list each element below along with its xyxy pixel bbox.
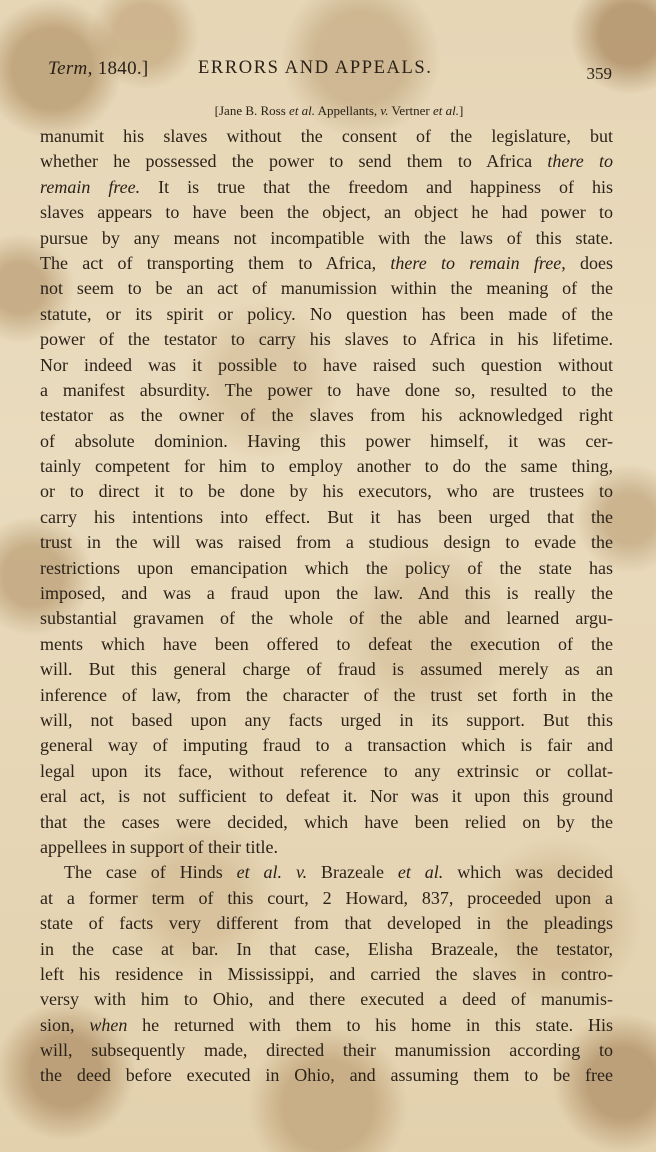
italic-text: et al. [397,862,444,883]
text-segment: state of facts very different from that developed in the pleadings [40,913,613,934]
text-segment: general way of imputing fraud to a transaction which is fair and [40,735,613,756]
text-segment: slaves appears to have been the object, an object he had power to [40,202,613,223]
text-segment: at a former term of this court, 2 Howard, 837, proceeded upon a [40,887,613,908]
text-segment: whether he possessed the power to send them to Africa [40,151,548,172]
text-line [40,708,613,733]
text-segment: appellees in support of their title. [40,836,278,857]
text-line [40,479,613,504]
text-line [40,759,613,784]
text-line [40,251,613,276]
text-segment: will, not based upon any facts urged in its support. But this [40,709,613,730]
text-segment: the deed before executed in Ohio, and assuming them to be free [40,1065,613,1086]
text-segment: Brazeale [307,862,398,883]
text-line [40,276,613,301]
text-line [40,530,613,555]
text-line [40,784,613,809]
text-segment: will. But this general charge of fraud is assumed merely as an [40,659,613,680]
text-segment: pursue by any means not incompatible with the laws of this state. [40,227,613,248]
text-line [40,505,613,530]
text-segment: inference of law, from the character of the trust set forth in the [40,684,613,705]
text-segment: sion, [40,1014,90,1035]
text-segment: which was decided [443,862,613,883]
term-label: Term, [48,58,93,79]
text-segment: versy with him to Ohio, and there executed a deed of manumis- [40,989,613,1010]
term-year: 1840.] [97,58,149,79]
text-line [40,1013,613,1038]
case-caption: [Jane B. Ross et al. Appellants, v. Vertner et al.] [214,103,464,118]
italic-text: remain free. [40,176,141,197]
text-line [40,454,613,479]
text-line [40,657,613,682]
text-line [40,124,613,149]
text-line [40,733,613,758]
text-line [40,962,613,987]
text-line [40,1063,613,1088]
text-line [40,200,613,225]
text-line [40,683,613,708]
italic-text: when [89,1014,128,1035]
text-line [40,937,613,962]
text-line [40,556,613,581]
text-segment: legal upon its face, without reference to any extrinsic or collat- [40,760,613,781]
text-segment: It is true that the freedom and happiness of his [140,176,613,197]
text-segment: ments which have been offered to defeat the execution of the [40,633,613,654]
text-line [40,632,613,657]
text-segment: tainly competent for him to employ another to do the same thing, [40,456,613,477]
text-line [40,835,613,860]
text-segment: eral act, is not sufficient to defeat it. Nor was it upon this ground [40,786,613,807]
text-segment: The case of Hinds [64,862,237,883]
text-segment: imposed, and was a fraud upon the law. And this is really the [40,583,613,604]
text-segment: he returned with them to his home in this state. His [127,1014,613,1035]
text-segment: manumit his slaves without the consent of the legislature, but [40,126,613,146]
text-segment: not seem to be an act of manumission within the meaning of the [40,278,613,299]
text-line [40,378,613,403]
text-line [40,327,613,352]
text-segment: does [565,252,613,273]
text-segment: statute, or its spirit or policy. No question has been made of the [40,303,613,324]
running-header [48,58,612,88]
text-line [40,175,613,200]
text-segment: will, subsequently made, directed their manumission according to [40,1040,613,1061]
text-line [40,911,613,936]
text-line [40,886,613,911]
text-line [40,606,613,631]
text-line [40,1038,613,1063]
running-head-term [48,58,149,80]
body-text [40,124,613,1089]
text-segment: restrictions upon emancipation which the policy of the state has [40,557,613,578]
text-segment: substantial gravamen of the whole of the able and learned argu- [40,608,613,629]
text-line [40,987,613,1012]
text-segment: in the case at bar. In that case, Elisha Brazeale, the testator, [40,938,613,959]
text-line [40,429,613,454]
text-segment: power of the testator to carry his slaves to Africa in his lifetime. [40,329,613,350]
text-line [40,581,613,606]
text-line [40,149,613,174]
italic-text: there to [547,151,613,172]
text-line [40,403,613,428]
text-line [40,353,613,378]
text-line [40,302,613,327]
text-line [40,810,613,835]
text-segment: testator as the owner of the slaves from his acknowledged right [40,405,613,426]
running-head-title: ERRORS AND APPEALS. [198,58,433,78]
text-line [40,860,613,885]
text-segment: a manifest absurdity. The power to have done so, resulted to the [40,379,613,400]
text-segment: Nor indeed was it possible to have raised such question without [40,354,613,375]
text-segment: that the cases were decided, which have been relied on by the [40,811,613,832]
page-number: 359 [586,64,612,83]
text-segment: left his residence in Mississippi, and carried the slaves in contro- [40,963,613,984]
text-segment: The act of transporting them to Africa, [40,252,391,273]
italic-text: there to remain free, [390,252,566,273]
text-line [40,226,613,251]
text-segment: or to direct it to be done by his executors, who are trustees to [40,481,613,502]
text-segment: carry his intentions into effect. But it has been urged that the [40,506,613,527]
text-segment: of absolute dominion. Having this power himself, it was cer- [40,430,613,451]
text-segment: trust in the will was raised from a studious design to evade the [40,532,613,553]
italic-text: et al. v. [236,862,308,883]
